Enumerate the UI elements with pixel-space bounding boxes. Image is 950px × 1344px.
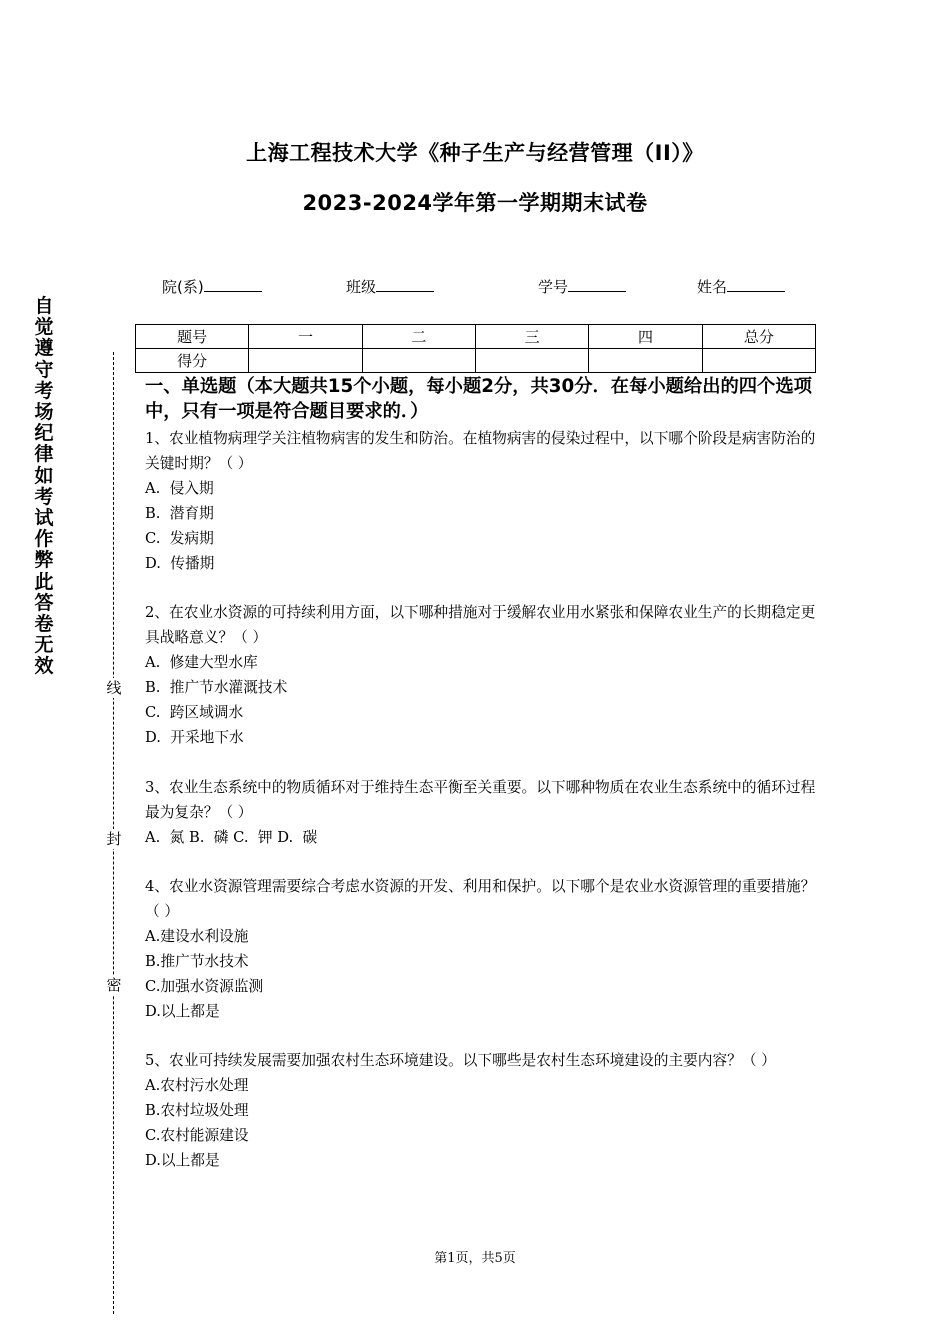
name-field (697, 276, 785, 297)
class-blank (376, 277, 434, 292)
question-stem: 5、农业可持续发展需要加强农村生态环境建设。以下哪些是农村生态环境建设的主要内容？（ ） (145, 1052, 776, 1069)
option-d: D.以上都是 (145, 1152, 220, 1169)
score-table-header-row (136, 325, 816, 349)
score-header-cell: 二 (362, 325, 475, 349)
name-blank (727, 277, 785, 292)
student-id-label: 学号 (538, 278, 569, 296)
exam-title-line2: 2023-2024学年第一学期期末试卷 (302, 191, 648, 215)
student-id-blank (568, 277, 626, 292)
question-1 (145, 426, 825, 576)
option-a: A. 侵入期 (145, 480, 214, 497)
department-field (162, 276, 262, 297)
option-a: A.农村污水处理 (145, 1077, 249, 1094)
score-header-cell: 四 (589, 325, 702, 349)
option-b: B. 潜育期 (145, 505, 214, 522)
score-header-cell: 一 (249, 325, 362, 349)
option-d: D. 开采地下水 (145, 729, 244, 746)
question-stem: 3、农业生态系统中的物质循环对于维持生态平衡至关重要。以下哪种物质在农业生态系统中的循环过程最为复杂？（ ） (145, 779, 816, 821)
option-c: C. 跨区域调水 (145, 704, 244, 721)
page-number: 第1页，共5页 (434, 1251, 516, 1266)
option-c: C. 发病期 (145, 530, 214, 547)
question-2 (145, 600, 825, 750)
exam-title-line1: 上海工程技术大学《种子生产与经营管理（II）》 (246, 141, 704, 165)
binding-mark-xian: 线 (104, 678, 124, 698)
score-cell (589, 349, 702, 373)
question-5 (145, 1048, 825, 1173)
option-d: D.以上都是 (145, 1003, 220, 1020)
question-3 (145, 775, 825, 850)
score-header-cell: 总分 (702, 325, 815, 349)
option-d: D. 传播期 (145, 555, 215, 572)
score-table-score-row (136, 349, 816, 373)
question-stem: 1、农业植物病理学关注植物病害的发生和防治。在植物病害的侵染过程中，以下哪个阶段是病害防治的关键时期？（ ） (145, 430, 816, 472)
option-b: B. 推广节水灌溉技术 (145, 679, 288, 696)
name-label: 姓名 (697, 278, 728, 296)
score-cell (362, 349, 475, 373)
option-a: A.建设水利设施 (145, 928, 249, 945)
class-label: 班级 (346, 278, 377, 296)
class-field (346, 276, 434, 297)
score-cell (249, 349, 362, 373)
score-row-label: 得分 (136, 349, 249, 373)
option-c: C.农村能源建设 (145, 1127, 249, 1144)
score-cell (702, 349, 815, 373)
section-heading: 一、单选题（本大题共15个小题，每小题2分，共30分．在每小题给出的四个选项中，只有一项是符合题目要求的．） (145, 376, 812, 422)
option-c: C.加强水资源监测 (145, 978, 264, 995)
binding-mark-feng: 封 (104, 829, 124, 849)
score-cell (475, 349, 588, 373)
option-a: A. 修建大型水库 (145, 654, 258, 671)
options-inline: A. 氮 B. 磷 C. 钾 D. 碳 (145, 829, 318, 846)
score-header-cell: 题号 (136, 325, 249, 349)
exam-discipline-notice: 自觉遵守考场纪律如考试作弊此答卷无效 (34, 295, 54, 678)
question-4 (145, 874, 825, 1024)
question-stem: 4、农业水资源管理需要综合考虑水资源的开发、利用和保护。以下哪个是农业水资源管理的重要措施？（ ） (145, 878, 816, 920)
score-header-cell: 三 (475, 325, 588, 349)
option-b: B.农村垃圾处理 (145, 1102, 249, 1119)
department-label: 院(系) (162, 278, 204, 296)
student-info-row (0, 276, 950, 298)
score-table (135, 324, 816, 373)
option-b: B.推广节水技术 (145, 953, 249, 970)
binding-mark-mi: 密 (104, 975, 124, 995)
question-stem: 2、在农业水资源的可持续利用方面，以下哪种措施对于缓解农业用水紧张和保障农业生产的长期稳定更具战略意义？（ ） (145, 604, 816, 646)
student-id-field (538, 276, 626, 297)
department-blank (204, 277, 262, 292)
